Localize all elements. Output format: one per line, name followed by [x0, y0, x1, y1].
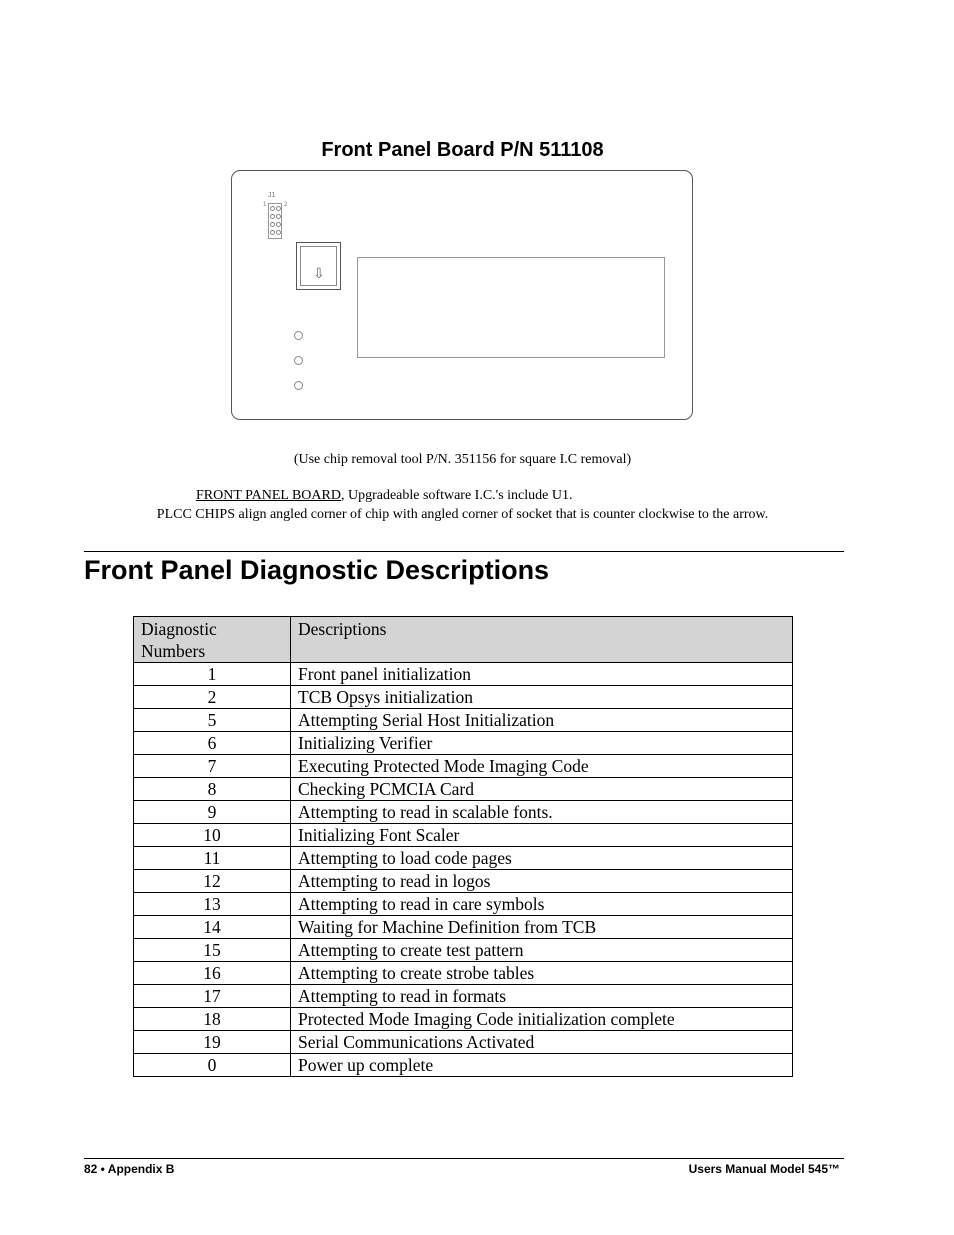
diagnostic-number: 19: [134, 1031, 291, 1054]
j1-pin-header: [268, 203, 282, 239]
diagnostic-number: 7: [134, 755, 291, 778]
footer-manual-title: Users Manual Model 545™: [688, 1162, 840, 1176]
footer-page-info: 82 • Appendix B: [84, 1162, 175, 1176]
table-row: [134, 870, 793, 893]
header-pin: [270, 214, 275, 219]
table-row: [134, 1031, 793, 1054]
section-divider: [84, 551, 844, 552]
diagnostic-number: 18: [134, 1008, 291, 1031]
diagnostic-number: 11: [134, 847, 291, 870]
diagnostic-description: Protected Mode Imaging Code initialization complete: [291, 1008, 793, 1031]
led-indicator: [294, 331, 303, 340]
display-window: [357, 257, 665, 358]
table-row: [134, 663, 793, 686]
diagnostic-number: 0: [134, 1054, 291, 1077]
figure-title: Front Panel Board P/N 511108: [321, 139, 604, 161]
diagnostic-description: Attempting to read in logos: [291, 870, 793, 893]
table-row: [134, 985, 793, 1008]
arrow-down-icon: ⇩: [313, 266, 325, 282]
diagnostic-number: 13: [134, 893, 291, 916]
note-line-1: [196, 488, 572, 504]
diagnostic-number: 5: [134, 709, 291, 732]
front-panel-board-diagram: [231, 170, 693, 420]
table-row: [134, 686, 793, 709]
table-row: [134, 962, 793, 985]
diagnostic-description: Attempting Serial Host Initialization: [291, 709, 793, 732]
diagnostic-description: Front panel initialization: [291, 663, 793, 686]
figure-caption: (Use chip removal tool P/N. 351156 for square I.C removal): [293, 452, 632, 467]
pin2-label: 2: [284, 202, 288, 208]
led-indicator: [294, 356, 303, 365]
pin1-label: 1: [263, 202, 267, 208]
diagnostic-number: 6: [134, 732, 291, 755]
footer-divider: [84, 1158, 844, 1159]
table-row: [134, 1008, 793, 1031]
diagnostic-number: 14: [134, 916, 291, 939]
diagnostic-number: 9: [134, 801, 291, 824]
header-pin: [276, 214, 281, 219]
plcc-chip: [300, 246, 337, 286]
table-row: [134, 939, 793, 962]
diagnostic-number: 17: [134, 985, 291, 1008]
table-row: [134, 801, 793, 824]
table-row: [134, 893, 793, 916]
diagnostic-table: [133, 616, 793, 1077]
diagnostic-description: Waiting for Machine Definition from TCB: [291, 916, 793, 939]
header-pin: [276, 230, 281, 235]
header-pin: [270, 206, 275, 211]
diagnostic-number: 10: [134, 824, 291, 847]
diagnostic-description: Checking PCMCIA Card: [291, 778, 793, 801]
table-header-row: [134, 617, 793, 663]
diagnostic-number: 16: [134, 962, 291, 985]
note-line-2: PLCC CHIPS align angled corner of chip with angled corner of socket that is counter clockwise to the arrow.: [156, 507, 769, 522]
diagnostic-description: Attempting to create test pattern: [291, 939, 793, 962]
table-row: [134, 732, 793, 755]
diagnostic-description: Initializing Font Scaler: [291, 824, 793, 847]
diagnostic-number: 2: [134, 686, 291, 709]
table-row: [134, 709, 793, 732]
plcc-socket: [296, 242, 341, 290]
led-indicator: [294, 381, 303, 390]
diagnostic-description: Initializing Verifier: [291, 732, 793, 755]
diagnostic-number: 15: [134, 939, 291, 962]
connector-label: J1: [268, 192, 276, 199]
column-header-diagnostic-numbers: Diagnostic Numbers: [134, 617, 291, 663]
header-pin: [276, 222, 281, 227]
table-body: [134, 663, 793, 1077]
diagnostic-description: Attempting to read in scalable fonts.: [291, 801, 793, 824]
header-pin: [270, 222, 275, 227]
column-header-descriptions: Descriptions: [291, 617, 793, 663]
diagnostic-description: Serial Communications Activated: [291, 1031, 793, 1054]
diagnostic-description: TCB Opsys initialization: [291, 686, 793, 709]
table-row: [134, 916, 793, 939]
diagnostic-description: Executing Protected Mode Imaging Code: [291, 755, 793, 778]
section-heading: Front Panel Diagnostic Descriptions: [84, 555, 550, 585]
board-name: FRONT PANEL BOARD: [196, 488, 341, 503]
header-pin: [276, 206, 281, 211]
table-row: [134, 778, 793, 801]
header-pin: [270, 230, 275, 235]
diagnostic-description: Attempting to read in formats: [291, 985, 793, 1008]
diagnostic-description: Attempting to read in care symbols: [291, 893, 793, 916]
table-row: [134, 1054, 793, 1077]
diagnostic-description: Attempting to load code pages: [291, 847, 793, 870]
note-line-1-rest: , Upgradeable software I.C.'s include U1.: [340, 488, 573, 503]
diagnostic-description: Attempting to create strobe tables: [291, 962, 793, 985]
table-row: [134, 824, 793, 847]
table-row: [134, 847, 793, 870]
diagnostic-number: 1: [134, 663, 291, 686]
diagnostic-number: 12: [134, 870, 291, 893]
diagnostic-number: 8: [134, 778, 291, 801]
diagnostic-description: Power up complete: [291, 1054, 793, 1077]
table-row: [134, 755, 793, 778]
